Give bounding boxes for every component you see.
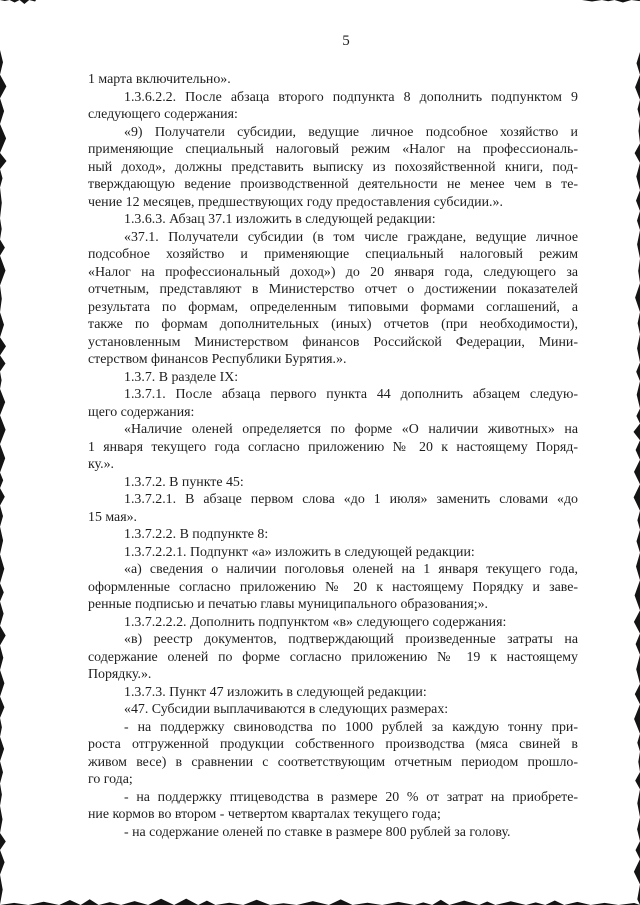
text-line: 1 января текущего года согласно приложению № 20 к настоящему Поряд- [88, 439, 578, 455]
text-line: 1.3.7.2.1. В абзаце первом слова «до 1 июля» заменить словами «до [124, 492, 578, 507]
text-line: «37.1. Получатели субсидии (в том числе граждане, ведущие личное [124, 229, 578, 245]
paragraph [88, 229, 578, 369]
text-line: 1.3.6.2.2. После абзаца второго подпункта 8 дополнить подпунктом 9 [124, 89, 578, 105]
document-body [88, 71, 578, 841]
paragraph [88, 684, 578, 702]
paragraph [88, 789, 578, 824]
text-line: ку.». [88, 457, 114, 472]
paragraph [88, 369, 578, 387]
paragraph [88, 474, 578, 492]
text-line: 1.3.7.2.2.2. Дополнить подпунктом «в» следующего содержания: [124, 614, 507, 630]
text-line: также по формам дополнительных (иных) отчетов (при необходимости), [88, 317, 578, 332]
text-line: 1 марта включительно». [88, 72, 231, 87]
text-line: стерством финансов Республики Бурятия.». [88, 352, 347, 367]
page-number: 5 [342, 33, 350, 49]
text-line: ный доход», должны представить выписку из похозяйственной книги, под- [88, 159, 578, 175]
paragraph [88, 526, 578, 544]
text-line: следующего содержания: [88, 107, 238, 122]
text-line: оформленные согласно приложению № 20 к настоящему Порядку и заве- [88, 579, 578, 595]
paragraph [88, 89, 578, 124]
text-line: содержание оленей по форме согласно приложению № 19 к настоящему [88, 649, 578, 665]
text-line: «а) сведения о наличии поголовья оленей на 1 января текущего года, [124, 562, 578, 577]
paragraph [88, 824, 578, 842]
text-line: 1.3.7. В разделе IX: [124, 369, 239, 385]
text-line: - на содержание оленей по ставке в размере 800 рублей за голову. [124, 824, 511, 840]
text-line: подсобное хозяйство и применяющие специальный налоговый режим [88, 247, 578, 262]
text-line: 1.3.7.2.2.1. Подпункт «а» изложить в следующей редакции: [124, 544, 475, 560]
text-line: щего содержания: [88, 404, 195, 420]
paragraph [88, 631, 578, 684]
paragraph [88, 124, 578, 212]
paragraph [88, 71, 578, 89]
text-line: «Налог на профессиональный доход») до 20 января года, следующего за [88, 264, 578, 280]
text-line: Порядку.». [88, 667, 152, 682]
text-line: 15 мая». [88, 509, 138, 525]
text-line: 1.3.7.3. Пункт 47 изложить в следующей редакции: [124, 684, 427, 700]
text-line: тверждающую ведение производственной деятельности не менее чем в те- [88, 177, 578, 192]
paragraph [88, 211, 578, 229]
text-line: отчетным, представляют в Министерство отчет о достижении показателей [88, 282, 578, 297]
text-line: чение 12 месяцев, предшествующих году предоставления субсидии.». [88, 194, 503, 210]
text-line: го года; [88, 772, 133, 787]
text-line: 1.3.7.2. В пункте 45: [124, 474, 244, 490]
paragraph [88, 561, 578, 614]
text-line: результата по формам, определенным типовыми формами соглашений, а [88, 299, 578, 315]
text-line: применяющие специальный налоговый режим «Налог на профессиональ- [88, 142, 578, 157]
paragraph [88, 544, 578, 562]
text-line: 1.3.7.1. После абзаца первого пункта 44 дополнить абзацем следую- [124, 387, 578, 402]
text-line: «Наличие оленей определяется по форме «О наличии животных» на [124, 422, 578, 437]
paragraph [88, 614, 578, 632]
text-line: «47. Субсидии выплачиваются в следующих размерах: [124, 702, 449, 717]
text-line: роста отгруженной продукции собственного производства (мяса свиней в [88, 737, 578, 752]
paragraph [88, 421, 578, 474]
text-line: - на поддержку птицеводства в размере 20 % от затрат на приобрете- [124, 789, 578, 805]
text-line: «9) Получатели субсидии, ведущие личное подсобное хозяйство и [124, 124, 578, 140]
paragraph [88, 701, 578, 719]
text-line: ренные подписью и печатью главы муниципального образования;». [88, 597, 489, 612]
text-line: 1.3.7.2.2. В подпункте 8: [124, 527, 269, 542]
paragraph [88, 386, 578, 421]
text-line: «в) реестр документов, подтверждающий произведенные затраты на [124, 632, 578, 647]
text-line: - на поддержку свиноводства по 1000 рублей за каждую тонну при- [124, 719, 578, 735]
text-line: ние кормов во втором - четвертом кварталах текущего года; [88, 807, 441, 822]
text-line: 1.3.6.3. Абзац 37.1 изложить в следующей редакции: [124, 212, 436, 227]
paragraph [88, 719, 578, 789]
text-line: установленным Министерством финансов Российской Федерации, Мини- [88, 334, 578, 350]
paragraph [88, 491, 578, 526]
text-line: живом весе) в сравнении с соответствующим отчетным периодом прошло- [88, 754, 578, 770]
